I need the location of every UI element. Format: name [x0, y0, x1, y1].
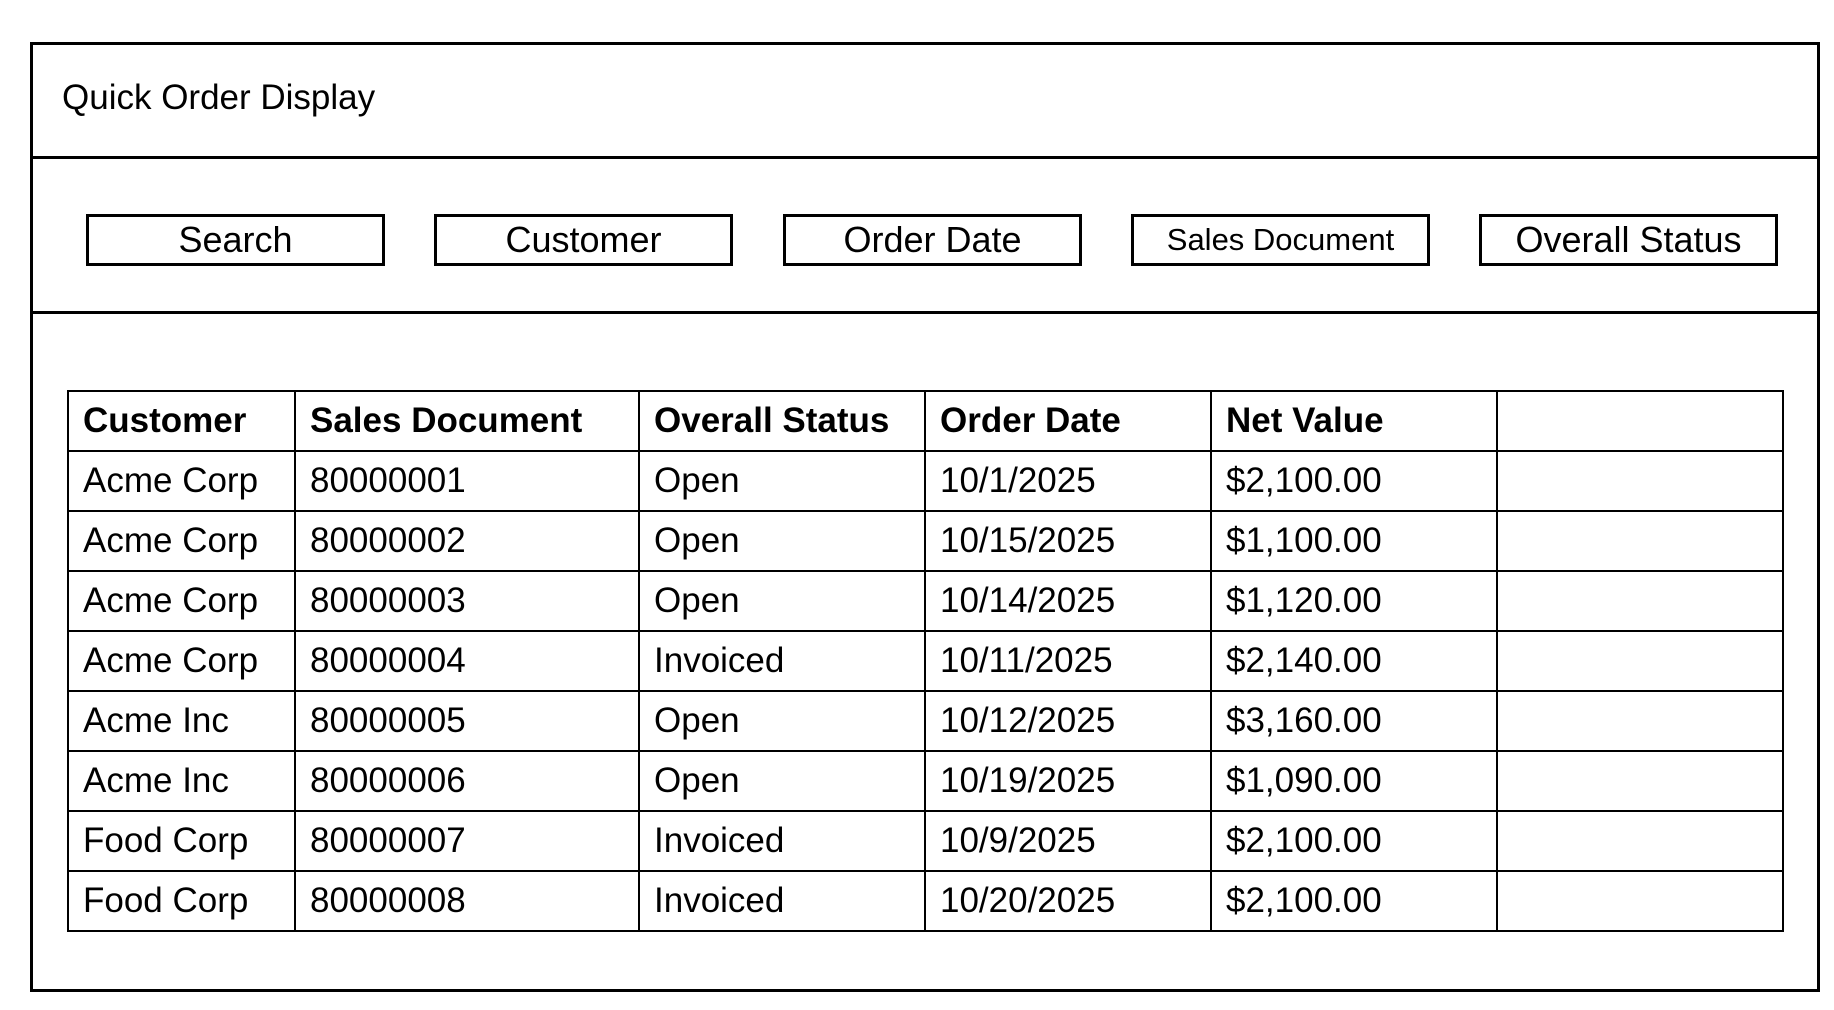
customer-filter-button[interactable]: Customer	[434, 214, 733, 266]
cell-customer: Acme Inc	[68, 691, 295, 751]
table-row[interactable]	[68, 631, 1783, 691]
orders-table-container	[67, 390, 1784, 932]
cell-empty	[1497, 571, 1783, 631]
title-bar	[33, 45, 1817, 159]
cell-empty	[1497, 811, 1783, 871]
cell-order-date: 10/20/2025	[925, 871, 1211, 931]
sales-document-filter-button[interactable]: Sales Document	[1131, 214, 1430, 266]
cell-net-value: $2,100.00	[1211, 811, 1497, 871]
cell-sales-document: 80000005	[295, 691, 639, 751]
table-row[interactable]	[68, 511, 1783, 571]
cell-customer: Food Corp	[68, 871, 295, 931]
cell-overall-status: Open	[639, 751, 925, 811]
cell-overall-status: Invoiced	[639, 631, 925, 691]
table-row[interactable]	[68, 751, 1783, 811]
cell-net-value: $2,100.00	[1211, 871, 1497, 931]
cell-net-value: $3,160.00	[1211, 691, 1497, 751]
cell-empty	[1497, 691, 1783, 751]
app-title: Quick Order Display	[62, 78, 376, 117]
cell-overall-status: Open	[639, 511, 925, 571]
cell-order-date: 10/19/2025	[925, 751, 1211, 811]
column-header-empty	[1497, 391, 1783, 451]
table-row[interactable]	[68, 811, 1783, 871]
table-row[interactable]	[68, 451, 1783, 511]
cell-order-date: 10/9/2025	[925, 811, 1211, 871]
cell-overall-status: Open	[639, 571, 925, 631]
column-header-sales-document[interactable]: Sales Document	[295, 391, 639, 451]
cell-overall-status: Invoiced	[639, 811, 925, 871]
cell-overall-status: Open	[639, 451, 925, 511]
column-header-overall-status[interactable]: Overall Status	[639, 391, 925, 451]
cell-overall-status: Open	[639, 691, 925, 751]
cell-sales-document: 80000004	[295, 631, 639, 691]
cell-sales-document: 80000001	[295, 451, 639, 511]
cell-order-date: 10/15/2025	[925, 511, 1211, 571]
table-row[interactable]	[68, 691, 1783, 751]
column-header-net-value[interactable]: Net Value	[1211, 391, 1497, 451]
cell-customer: Food Corp	[68, 811, 295, 871]
cell-customer: Acme Corp	[68, 631, 295, 691]
cell-sales-document: 80000006	[295, 751, 639, 811]
order-date-filter-button[interactable]: Order Date	[783, 214, 1082, 266]
cell-empty	[1497, 751, 1783, 811]
cell-customer: Acme Inc	[68, 751, 295, 811]
table-row[interactable]	[68, 571, 1783, 631]
cell-sales-document: 80000003	[295, 571, 639, 631]
cell-customer: Acme Corp	[68, 511, 295, 571]
cell-order-date: 10/1/2025	[925, 451, 1211, 511]
cell-empty	[1497, 871, 1783, 931]
cell-customer: Acme Corp	[68, 451, 295, 511]
cell-sales-document: 80000002	[295, 511, 639, 571]
cell-customer: Acme Corp	[68, 571, 295, 631]
cell-empty	[1497, 511, 1783, 571]
cell-order-date: 10/11/2025	[925, 631, 1211, 691]
cell-net-value: $1,100.00	[1211, 511, 1497, 571]
orders-table	[67, 390, 1784, 932]
table-header-row	[68, 391, 1783, 451]
cell-overall-status: Invoiced	[639, 871, 925, 931]
cell-empty	[1497, 631, 1783, 691]
filter-bar	[33, 159, 1817, 314]
cell-net-value: $2,100.00	[1211, 451, 1497, 511]
cell-sales-document: 80000008	[295, 871, 639, 931]
cell-order-date: 10/12/2025	[925, 691, 1211, 751]
app-window	[30, 42, 1820, 992]
table-row[interactable]	[68, 871, 1783, 931]
column-header-order-date[interactable]: Order Date	[925, 391, 1211, 451]
cell-empty	[1497, 451, 1783, 511]
cell-sales-document: 80000007	[295, 811, 639, 871]
cell-net-value: $2,140.00	[1211, 631, 1497, 691]
column-header-customer[interactable]: Customer	[68, 391, 295, 451]
search-button[interactable]: Search	[86, 214, 385, 266]
cell-net-value: $1,090.00	[1211, 751, 1497, 811]
cell-order-date: 10/14/2025	[925, 571, 1211, 631]
overall-status-filter-button[interactable]: Overall Status	[1479, 214, 1778, 266]
cell-net-value: $1,120.00	[1211, 571, 1497, 631]
